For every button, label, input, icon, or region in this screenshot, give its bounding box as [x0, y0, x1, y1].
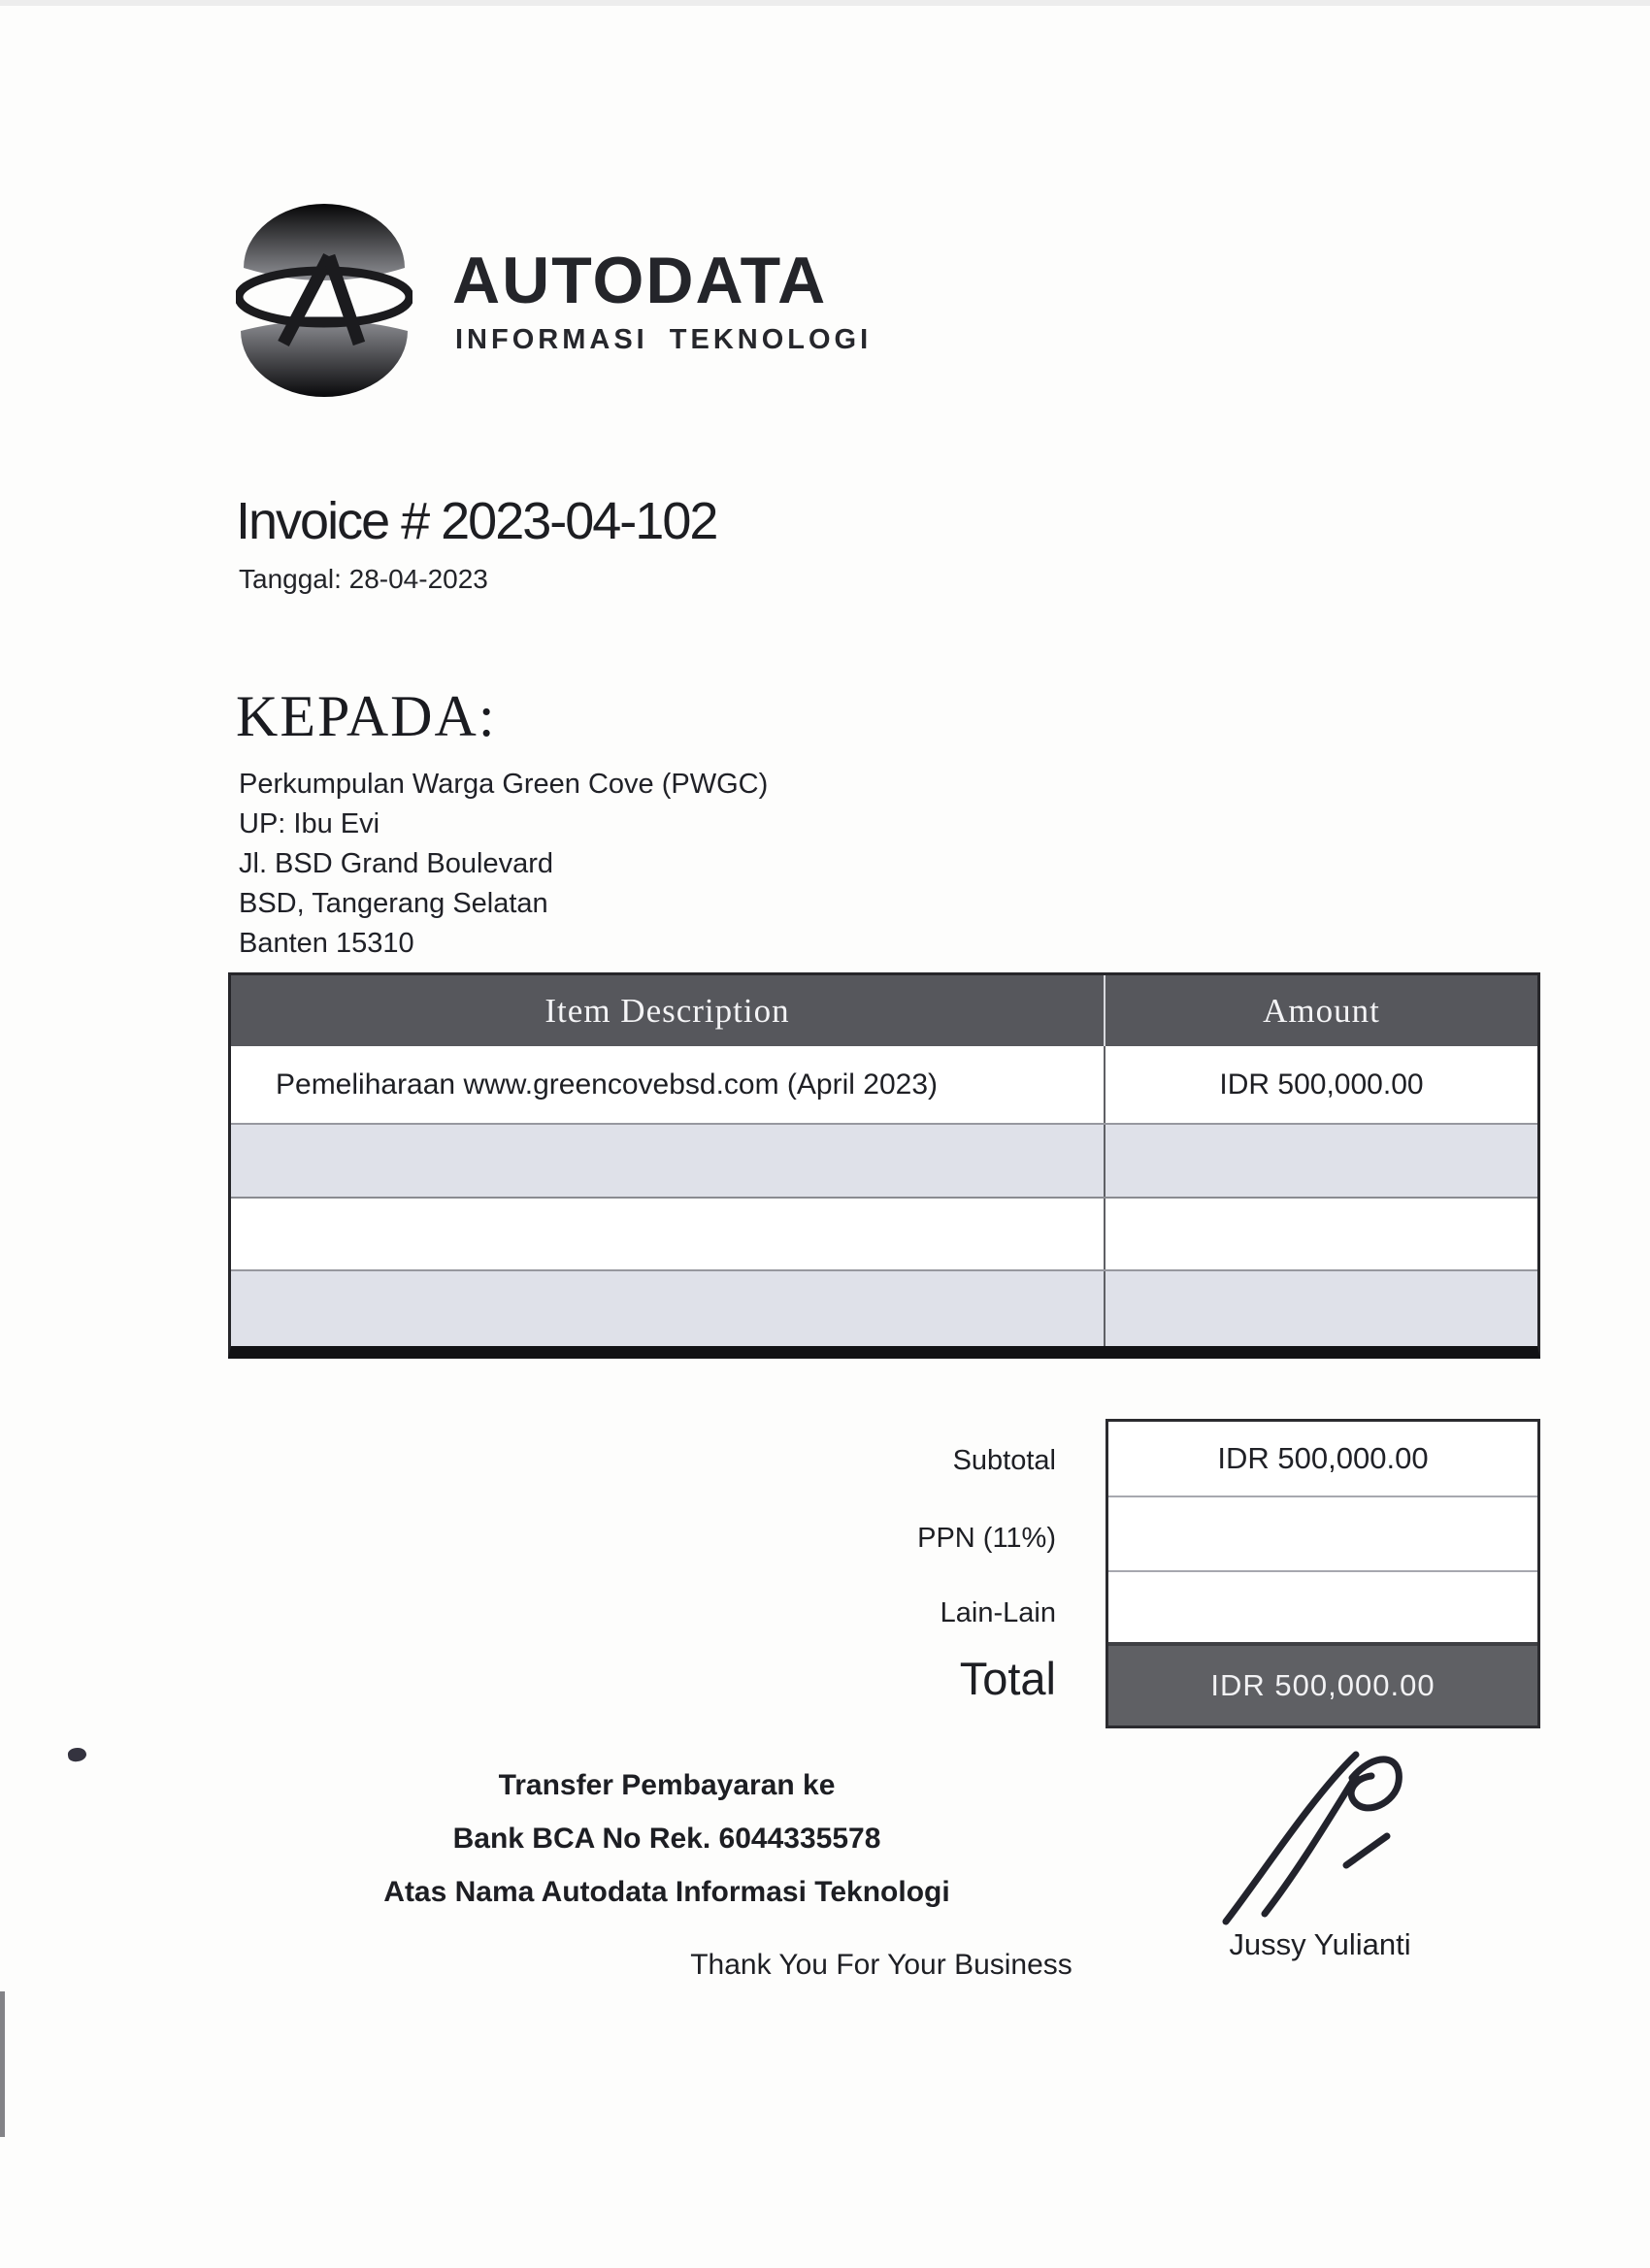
signer-name: Jussy Yulianti: [1229, 1927, 1411, 1961]
ppn-label: PPN (11%): [917, 1523, 1056, 1554]
total-value: IDR 500,000.00: [1108, 1642, 1537, 1726]
ink-blot: [67, 1747, 87, 1763]
payment-line: Transfer Pembayaran ke: [498, 1769, 836, 1801]
thank-you-note: Thank You For Your Business: [690, 1949, 1072, 1981]
scan-edge-left: [0, 1991, 5, 2137]
recipient-line: BSD, Tangerang Selatan: [239, 888, 548, 919]
ppn-value: [1108, 1496, 1537, 1570]
item-description-cell: [231, 1199, 1104, 1269]
lain-lain-label: Lain-Lain: [940, 1597, 1056, 1628]
item-amount-cell: [1104, 1271, 1537, 1346]
item-description-cell: [231, 1271, 1104, 1346]
summary-box: [1106, 1419, 1540, 1728]
table-row: [231, 1046, 1537, 1123]
recipient-line: Perkumpulan Warga Green Cove (PWGC): [239, 769, 769, 800]
recipient-heading: KEPADA:: [236, 684, 497, 748]
items-table: [228, 972, 1540, 1359]
payment-line: Bank BCA No Rek. 6044335578: [452, 1823, 881, 1855]
payment-instructions: [327, 1759, 1006, 1919]
item-amount-cell: IDR 500,000.00: [1104, 1046, 1537, 1123]
column-header-amount: Amount: [1104, 975, 1537, 1046]
subtotal-value: IDR 500,000.00: [1217, 1441, 1429, 1475]
table-row: [231, 1269, 1537, 1346]
total-label: Total: [959, 1653, 1056, 1704]
table-row: [231, 1197, 1537, 1269]
recipient-line: Jl. BSD Grand Boulevard: [239, 848, 553, 879]
item-amount-cell: [1104, 1125, 1537, 1197]
invoice-date: Tanggal: 28-04-2023: [239, 564, 488, 594]
column-header-item-description: Item Description: [544, 991, 790, 1030]
table-row: [231, 1123, 1537, 1197]
item-description-cell: [231, 1125, 1104, 1197]
company-name: AUTODATA: [452, 244, 828, 317]
lain-lain-value: [1108, 1570, 1537, 1642]
company-logo-icon: [236, 196, 412, 398]
scan-edge-top: [0, 0, 1650, 6]
items-table-header: [231, 975, 1537, 1046]
item-description-cell: Pemeliharaan www.greencovebsd.com (April 2023): [276, 1068, 939, 1101]
item-amount-cell: [1104, 1199, 1537, 1269]
signature-scribble: [1208, 1739, 1422, 1933]
payment-line: Atas Nama Autodata Informasi Teknologi: [383, 1876, 950, 1908]
company-tagline: INFORMASI TEKNOLOGI: [455, 324, 873, 355]
invoice-title: Invoice # 2023-04-102: [236, 492, 717, 550]
recipient-address: [239, 765, 768, 964]
subtotal-label: Subtotal: [952, 1445, 1056, 1476]
recipient-line: Banten 15310: [239, 928, 414, 959]
recipient-line: UP: Ibu Evi: [239, 808, 380, 839]
